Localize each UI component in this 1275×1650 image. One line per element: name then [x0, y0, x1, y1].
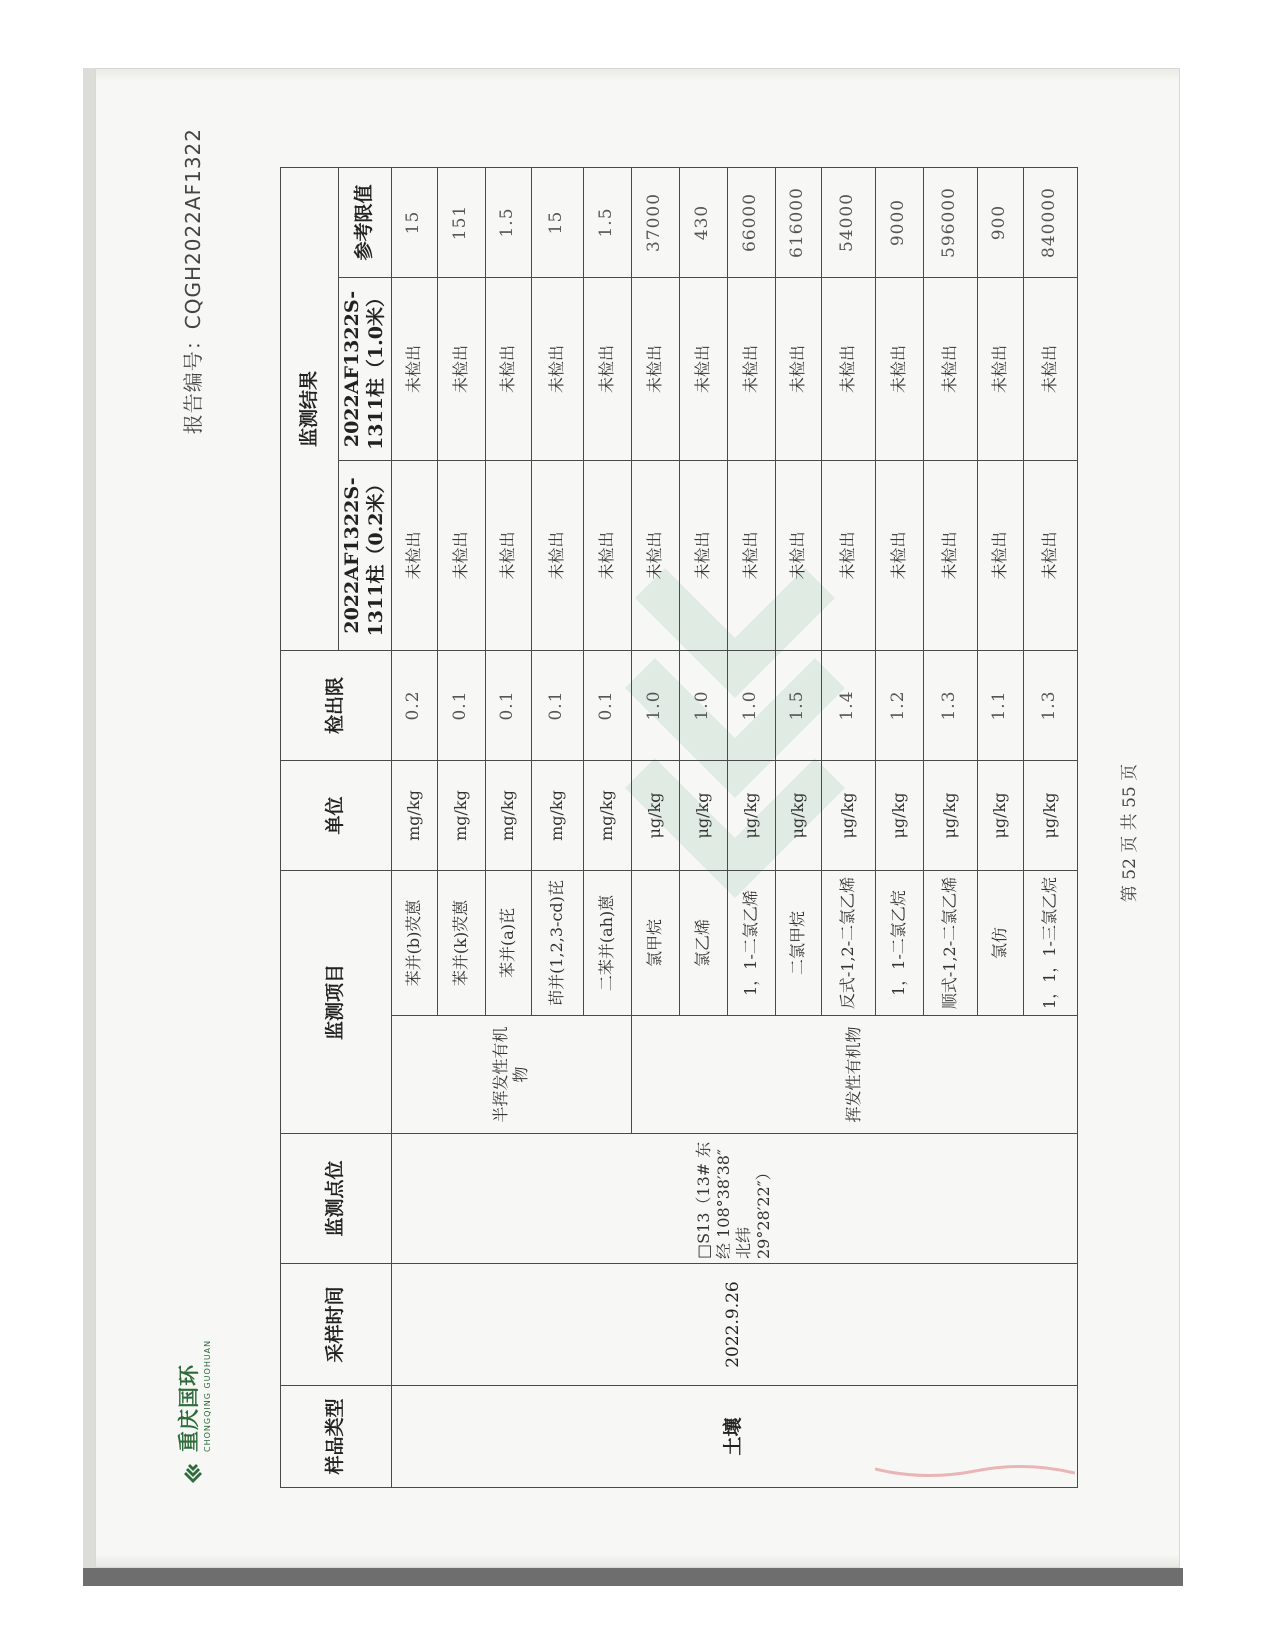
header-result: 监测结果	[281, 168, 339, 651]
header-col-a: 2022AF1322S-1311柱（0.2米）	[339, 461, 392, 651]
header-sample-type: 样品类型	[281, 1386, 392, 1488]
reference-limit-cell: 900	[977, 168, 1023, 278]
result-a-cell: 未检出	[775, 461, 821, 651]
group-semi-volatile: 半挥发性有机物	[391, 1016, 631, 1134]
result-b-cell: 未检出	[485, 278, 531, 461]
item-name: 氯仿	[977, 871, 1023, 1016]
unit-cell: μg/kg	[923, 761, 977, 871]
result-a-cell: 未检出	[977, 461, 1023, 651]
reference-limit-cell: 840000	[1023, 168, 1077, 278]
unit-cell: μg/kg	[1023, 761, 1077, 871]
result-b-cell: 未检出	[923, 278, 977, 461]
result-a-cell: 未检出	[679, 461, 727, 651]
company-name-en: CHONGQING GUOHUAN	[203, 1339, 212, 1452]
reference-limit-cell: 430	[679, 168, 727, 278]
result-b-cell: 未检出	[679, 278, 727, 461]
unit-cell: mg/kg	[485, 761, 531, 871]
unit-cell: mg/kg	[531, 761, 583, 871]
unit-cell: μg/kg	[775, 761, 821, 871]
header-sample-time: 采样时间	[281, 1264, 392, 1386]
detection-limit-cell: 1.3	[923, 651, 977, 761]
result-a-cell: 未检出	[583, 461, 631, 651]
result-a-cell: 未检出	[631, 461, 679, 651]
result-a-cell: 未检出	[1023, 461, 1077, 651]
detection-limit-cell: 1.3	[1023, 651, 1077, 761]
result-a-cell: 未检出	[923, 461, 977, 651]
report-number-value: CQGH2022AF1322	[181, 128, 205, 330]
detection-limit-cell: 0.1	[531, 651, 583, 761]
header-unit: 单位	[281, 761, 392, 871]
reference-limit-cell: 596000	[923, 168, 977, 278]
unit-cell: μg/kg	[875, 761, 923, 871]
result-b-cell: 未检出	[583, 278, 631, 461]
header-site: 监测点位	[281, 1134, 392, 1264]
result-a-cell: 未检出	[391, 461, 437, 651]
reference-limit-cell: 151	[437, 168, 485, 278]
result-b-cell: 未检出	[821, 278, 875, 461]
unit-cell: μg/kg	[679, 761, 727, 871]
sample-type-cell: 土壤	[391, 1386, 1077, 1488]
detection-limit-cell: 0.1	[583, 651, 631, 761]
detection-limit-cell: 1.5	[775, 651, 821, 761]
unit-cell: μg/kg	[977, 761, 1023, 871]
detection-limit-cell: 1.0	[631, 651, 679, 761]
item-name: 茚并(1,2,3-cd)芘	[531, 871, 583, 1016]
unit-cell: mg/kg	[391, 761, 437, 871]
unit-cell: μg/kg	[631, 761, 679, 871]
result-b-cell: 未检出	[391, 278, 437, 461]
item-name: 苯并(a)芘	[485, 871, 531, 1016]
reference-limit-cell: 1.5	[583, 168, 631, 278]
header-reference: 参考限值	[339, 168, 392, 278]
page-edge	[83, 68, 95, 1568]
item-name: 氯甲烷	[631, 871, 679, 1016]
page-number: 第 52 页 共 55 页	[1120, 763, 1140, 903]
unit-cell: μg/kg	[821, 761, 875, 871]
result-a-cell: 未检出	[727, 461, 775, 651]
report-number	[177, 128, 206, 434]
reference-limit-cell: 66000	[727, 168, 775, 278]
site-cell: □S13（13# 东经 108°38′38″ 北纬 29°28′22″）	[391, 1134, 1077, 1264]
result-a-cell: 未检出	[875, 461, 923, 651]
header-detection-limit: 检出限	[281, 651, 392, 761]
result-b-cell: 未检出	[977, 278, 1023, 461]
detection-limit-cell: 1.1	[977, 651, 1023, 761]
item-name: 苯并(b)荧蒽	[391, 871, 437, 1016]
header-item: 监测项目	[281, 871, 392, 1134]
company-logo	[173, 1340, 212, 1486]
detection-limit-cell: 1.0	[727, 651, 775, 761]
reference-limit-cell: 15	[391, 168, 437, 278]
detection-limit-cell: 0.1	[437, 651, 485, 761]
item-name: 1，1，1-三氯乙烷	[1023, 871, 1077, 1016]
reference-limit-cell: 616000	[775, 168, 821, 278]
detection-limit-cell: 1.2	[875, 651, 923, 761]
logo-icon	[181, 1460, 205, 1486]
item-name: 1，1-二氯乙烷	[875, 871, 923, 1016]
sample-time-cell: 2022.9.26	[391, 1264, 1077, 1386]
reference-limit-cell: 15	[531, 168, 583, 278]
report-number-label: 报告编号：	[181, 329, 205, 435]
unit-cell: mg/kg	[437, 761, 485, 871]
table-body	[391, 168, 1077, 1488]
result-b-cell: 未检出	[875, 278, 923, 461]
company-name-cn: 重庆国环	[176, 1364, 201, 1452]
result-b-cell: 未检出	[727, 278, 775, 461]
reference-limit-cell: 54000	[821, 168, 875, 278]
result-b-cell: 未检出	[631, 278, 679, 461]
item-name: 顺式-1,2-二氯乙烯	[923, 871, 977, 1016]
item-name: 氯乙烯	[679, 871, 727, 1016]
item-name: 二苯并(ah)蒽	[583, 871, 631, 1016]
result-a-cell: 未检出	[485, 461, 531, 651]
unit-cell: μg/kg	[727, 761, 775, 871]
red-stamp-mark	[875, 1455, 1075, 1483]
result-b-cell: 未检出	[775, 278, 821, 461]
unit-cell: mg/kg	[583, 761, 631, 871]
reference-limit-cell: 37000	[631, 168, 679, 278]
header-col-b: 2022AF1322S-1311柱（1.0米）	[339, 278, 392, 461]
item-name: 反式-1,2-二氯乙烯	[821, 871, 875, 1016]
result-b-cell: 未检出	[437, 278, 485, 461]
monitoring-results-table	[280, 167, 1078, 1488]
table-row	[391, 168, 437, 1488]
item-name: 1，1-二氯乙烯	[727, 871, 775, 1016]
item-name: 二氯甲烷	[775, 871, 821, 1016]
detection-limit-cell: 1.0	[679, 651, 727, 761]
reference-limit-cell: 9000	[875, 168, 923, 278]
reference-limit-cell: 1.5	[485, 168, 531, 278]
detection-limit-cell: 1.4	[821, 651, 875, 761]
result-a-cell: 未检出	[437, 461, 485, 651]
group-volatile: 挥发性有机物	[631, 1016, 1077, 1134]
detection-limit-cell: 0.1	[485, 651, 531, 761]
rotated-document	[165, 88, 1195, 1578]
item-name: 苯并(k)荧蒽	[437, 871, 485, 1016]
result-b-cell: 未检出	[531, 278, 583, 461]
result-a-cell: 未检出	[531, 461, 583, 651]
result-a-cell: 未检出	[821, 461, 875, 651]
detection-limit-cell: 0.2	[391, 651, 437, 761]
result-b-cell: 未检出	[1023, 278, 1077, 461]
